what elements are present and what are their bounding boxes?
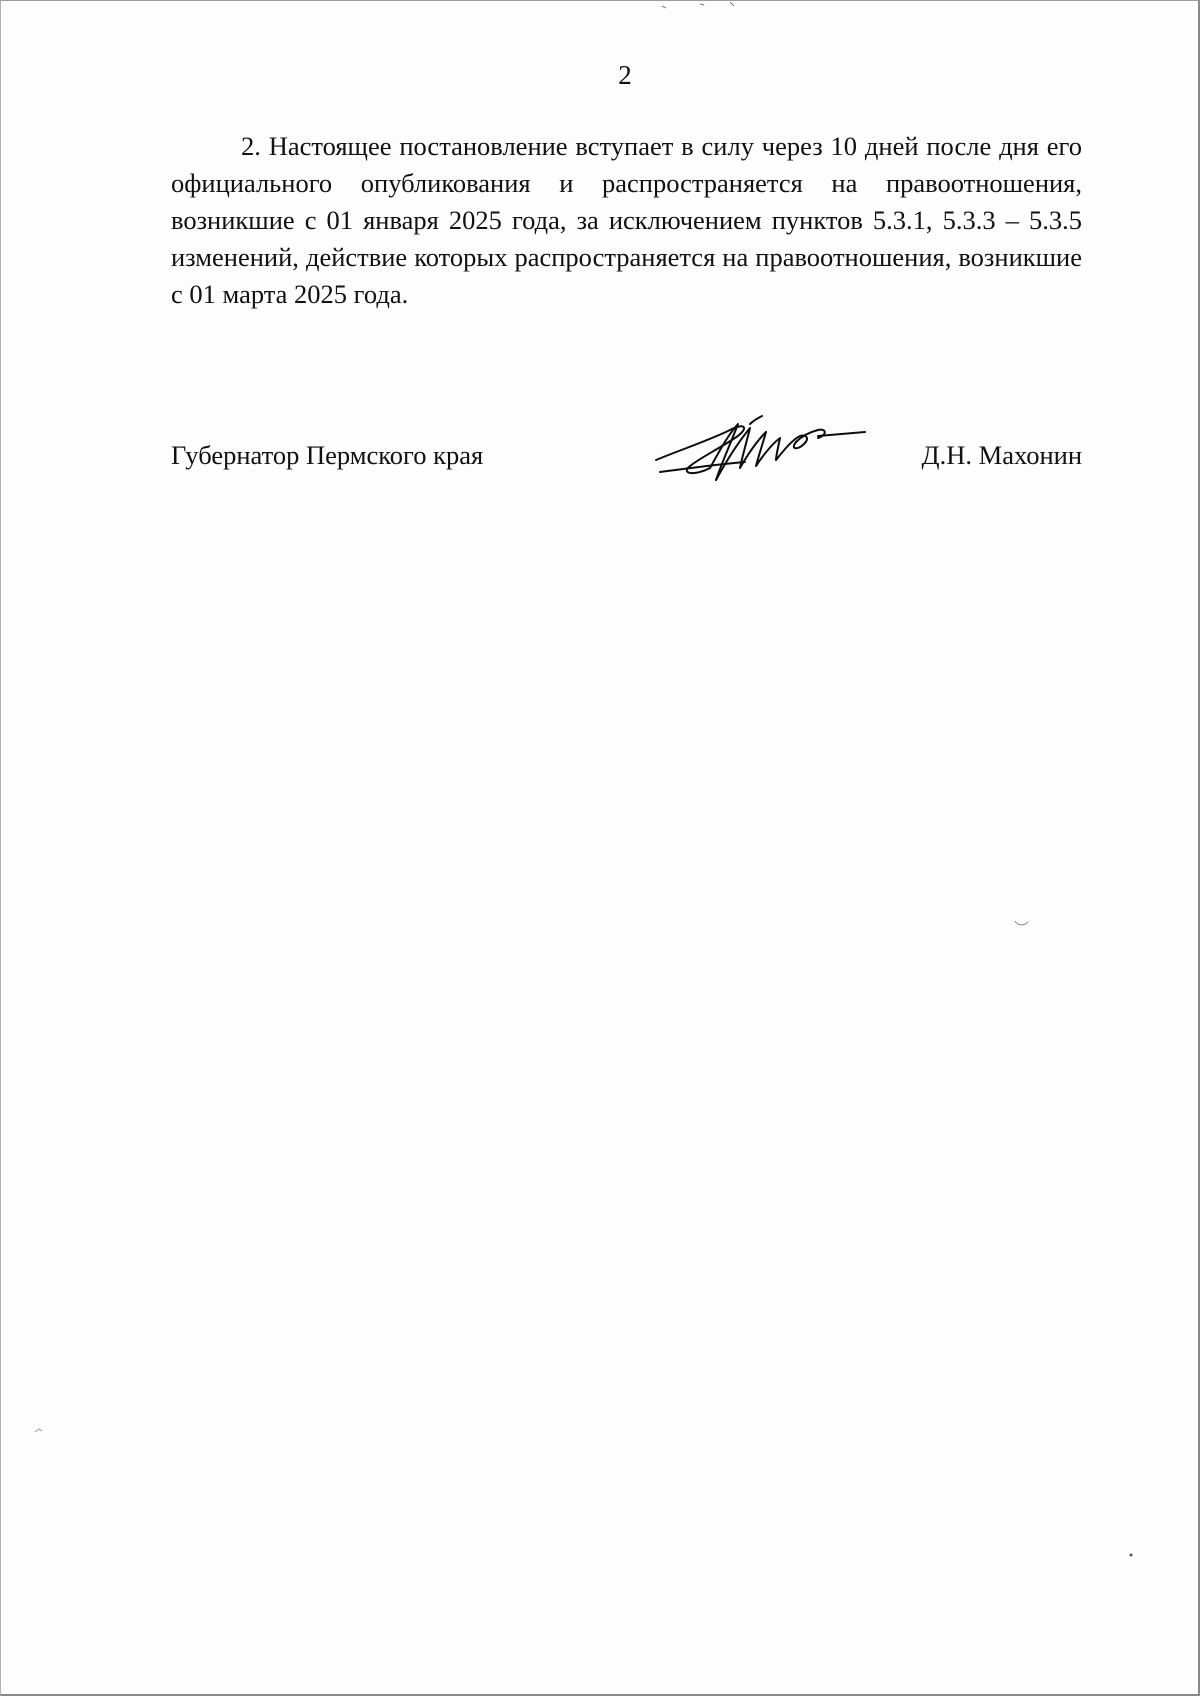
signatory-title: Губернатор Пермского края [171, 440, 484, 470]
scan-speck-top [660, 0, 740, 12]
scan-speck-bottom-right [1128, 1552, 1134, 1558]
scan-speck-right [1014, 918, 1030, 928]
handwritten-signature [650, 410, 870, 490]
page-number: 2 [618, 60, 632, 90]
scan-speck-left [34, 1426, 44, 1436]
signatory-name: Д.Н. Махонин [921, 440, 1082, 470]
document-body [171, 128, 1082, 313]
paragraph: 2. Настоящее постановление вступает в силу через 10 дней после дня его официального опубликования и распространяется на правоотношения, возникшие с 01 января 2025 года, за исключением пунктов 5.3.1, 5.3.3 – 5.3.5 изменений, действие которых распространяется на правоотношения, возникшие с 01 марта 2025 года. [171, 131, 1082, 309]
signature-block [171, 440, 1082, 480]
